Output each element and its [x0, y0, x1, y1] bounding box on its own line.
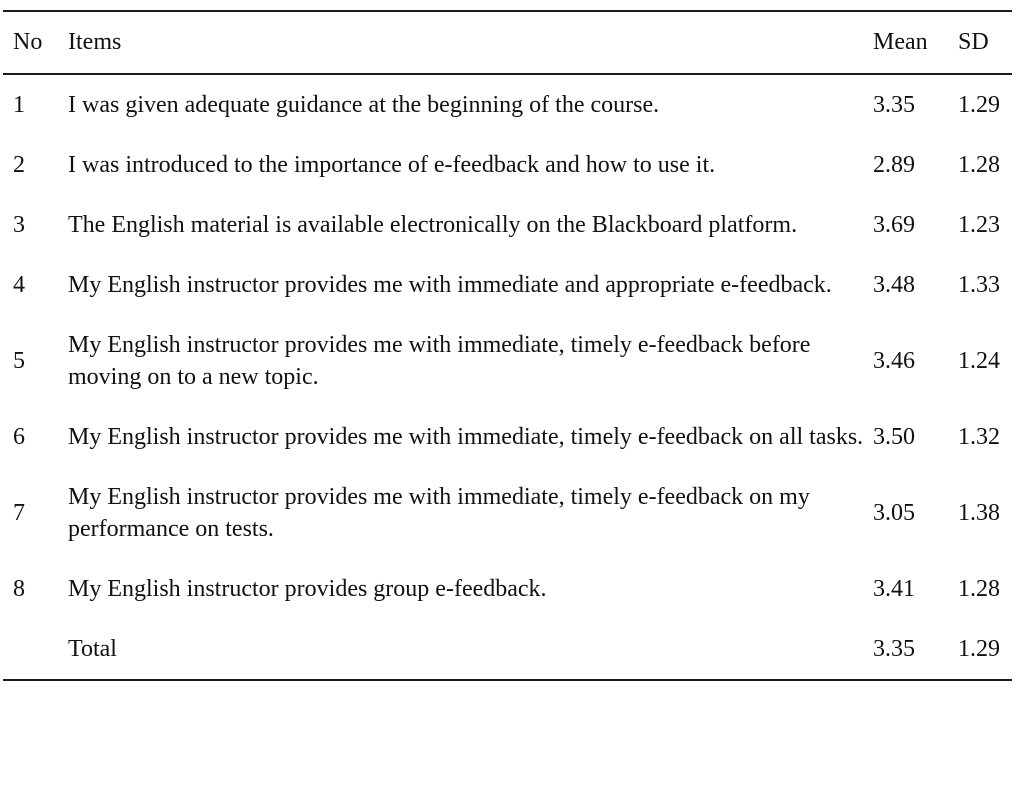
row-number: 7 [13, 500, 25, 526]
row-mean: 3.50 [873, 424, 915, 450]
row-sd: 1.38 [958, 500, 1000, 526]
row-sd: 1.33 [958, 272, 1000, 298]
row-sd: 1.29 [958, 92, 1000, 118]
table-row [3, 195, 1012, 255]
row-item-text: Total [68, 636, 117, 662]
row-sd: 1.28 [958, 152, 1000, 178]
row-item-text: My English instructor provides me with immediate, timely e-feedback before moving on to a new topic. [68, 332, 811, 390]
table-header [3, 11, 1012, 74]
row-mean: 2.89 [873, 152, 915, 178]
table-row [3, 255, 1012, 315]
row-item-text: I was given adequate guidance at the beginning of the course. [68, 92, 660, 118]
row-mean: 3.46 [873, 348, 915, 374]
row-mean: 3.41 [873, 576, 915, 602]
row-number: 6 [13, 424, 25, 450]
row-sd: 1.32 [958, 424, 1000, 450]
table-row [3, 74, 1012, 135]
table-row [3, 315, 1012, 407]
row-item-text: I was introduced to the importance of e-feedback and how to use it. [68, 152, 716, 178]
row-number: 5 [13, 348, 25, 374]
row-number: 3 [13, 212, 25, 238]
column-header-items: Items [68, 29, 122, 55]
row-number: 2 [13, 152, 25, 178]
row-item-text: My English instructor provides me with immediate, timely e-feedback on my performance on tests. [68, 484, 810, 542]
table-row [3, 559, 1012, 619]
table-row [3, 135, 1012, 195]
column-header-sd: SD [958, 29, 989, 55]
column-header-mean: Mean [873, 29, 928, 55]
row-sd: 1.28 [958, 576, 1000, 602]
row-number: 4 [13, 272, 25, 298]
table-row [3, 467, 1012, 559]
table-body [3, 74, 1012, 680]
row-item-text: My English instructor provides me with immediate and appropriate e-feedback. [68, 272, 832, 298]
row-mean: 3.35 [873, 92, 915, 118]
table-row [3, 619, 1012, 680]
row-number: 8 [13, 576, 25, 602]
row-sd: 1.29 [958, 636, 1000, 662]
row-item-text: The English material is available electronically on the Blackboard platform. [68, 212, 798, 238]
row-number: 1 [13, 92, 25, 118]
column-header-no: No [13, 29, 43, 55]
results-table [3, 10, 1012, 681]
row-number [3, 619, 67, 680]
row-sd: 1.23 [958, 212, 1000, 238]
header-row [3, 11, 1012, 74]
row-mean: 3.48 [873, 272, 915, 298]
row-item-text: My English instructor provides me with immediate, timely e-feedback on all tasks. [68, 424, 864, 450]
row-item-text: My English instructor provides group e-feedback. [68, 576, 547, 602]
table-row [3, 407, 1012, 467]
row-mean: 3.05 [873, 500, 915, 526]
row-sd: 1.24 [958, 348, 1000, 374]
row-mean: 3.35 [873, 636, 915, 662]
row-mean: 3.69 [873, 212, 915, 238]
